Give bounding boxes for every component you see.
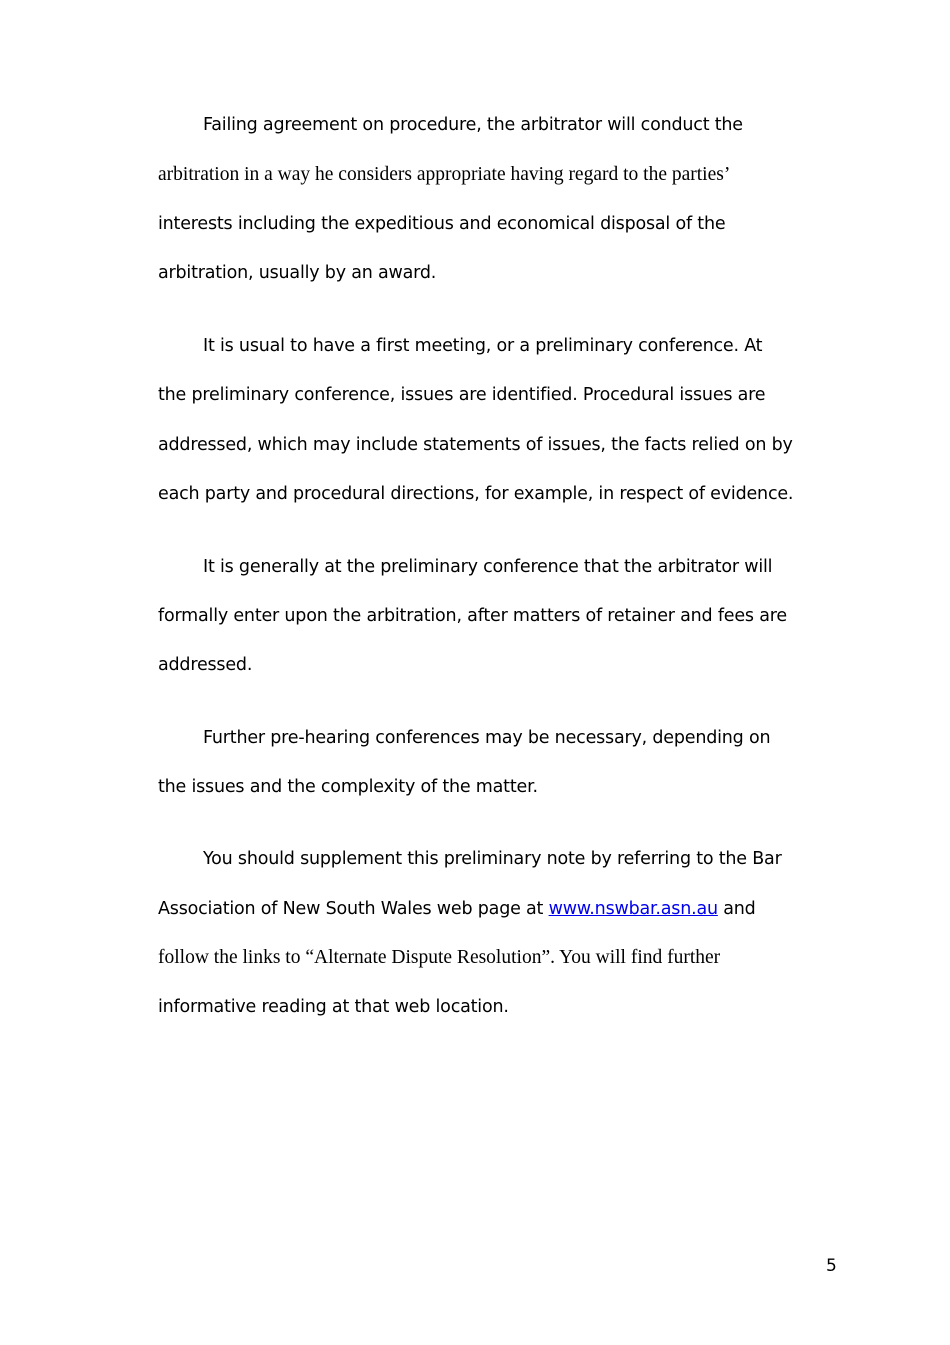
paragraph-5-line-1: You should supplement this preliminary note by referring to the Bar <box>203 849 782 869</box>
paragraph-3-line-1: It is generally at the preliminary conference that the arbitrator will <box>203 557 773 577</box>
paragraph-5-line-2-after-link: and <box>717 899 756 919</box>
paragraph-1-line-2: arbitration in a way he considers appropriate having regard to the parties’ <box>158 164 731 185</box>
paragraph-5-line-4: informative reading at that web location. <box>158 997 509 1017</box>
nswbar-website-link[interactable]: www.nswbar.asn.au <box>548 899 718 919</box>
paragraph-2-line-1: It is usual to have a first meeting, or a preliminary conference. At <box>203 336 763 356</box>
paragraph-4-line-2: the issues and the complexity of the matter. <box>158 777 538 797</box>
paragraph-2-line-3: addressed, which may include statements of issues, the facts relied on by <box>158 435 793 455</box>
paragraph-5-line-3: follow the links to “Alternate Dispute Resolution”. You will find further <box>158 947 721 968</box>
paragraph-1-line-4: arbitration, usually by an award. <box>158 263 437 283</box>
paragraph-2-line-2: the preliminary conference, issues are identified. Procedural issues are <box>158 385 766 405</box>
paragraph-1-line-3: interests including the expeditious and economical disposal of the <box>158 214 726 234</box>
paragraph-2-line-4: each party and procedural directions, for example, in respect of evidence. <box>158 484 794 504</box>
paragraph-4-line-1: Further pre-hearing conferences may be necessary, depending on <box>203 728 771 748</box>
paragraph-5-line-2-before-link: Association of New South Wales web page at <box>158 899 549 919</box>
paragraph-3-line-3: addressed. <box>158 655 253 675</box>
paragraph-3-line-2: formally enter upon the arbitration, after matters of retainer and fees are <box>158 606 787 626</box>
paragraph-5-line-2 <box>158 898 756 920</box>
paragraph-1-line-1: Failing agreement on procedure, the arbitrator will conduct the <box>203 115 743 135</box>
page-number: 5 <box>826 1256 837 1276</box>
